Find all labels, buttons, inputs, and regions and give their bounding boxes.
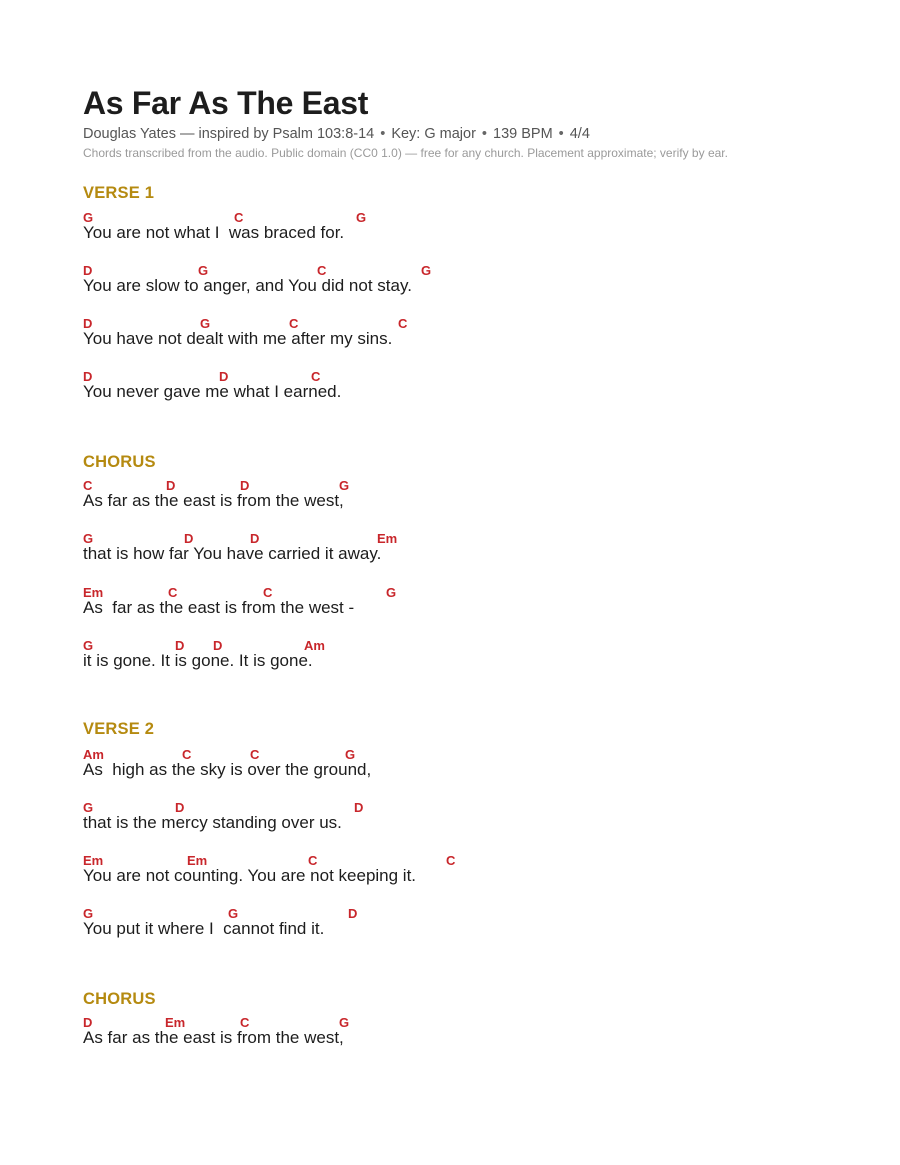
lyric-line bbox=[83, 747, 843, 793]
chord-label: Em bbox=[83, 853, 104, 868]
section-heading: VERSE 1 bbox=[83, 184, 155, 202]
chord-label: C bbox=[234, 210, 244, 225]
chord-label: D bbox=[175, 800, 185, 815]
lyric-line bbox=[83, 585, 843, 631]
chord-label: C bbox=[398, 316, 408, 331]
chord-label: Em bbox=[187, 853, 208, 868]
chord-label: D bbox=[250, 531, 260, 546]
chord-sheet bbox=[83, 0, 900, 1165]
meta-separator: • bbox=[380, 126, 386, 142]
lyric-text: As far as the east is from the west, bbox=[83, 1028, 344, 1047]
chord-label: Em bbox=[377, 531, 398, 546]
chord-label: C bbox=[182, 747, 192, 762]
lyric-line bbox=[83, 800, 843, 846]
chord-label: C bbox=[168, 585, 178, 600]
chord-label: D bbox=[219, 369, 229, 384]
chord-label: G bbox=[421, 263, 432, 278]
chord-label: Em bbox=[165, 1015, 186, 1030]
chord-label: G bbox=[83, 638, 94, 653]
chord-label: G bbox=[386, 585, 397, 600]
song-title: As Far As The East bbox=[83, 85, 369, 121]
lyric-line bbox=[83, 638, 843, 684]
chord-label: C bbox=[263, 585, 273, 600]
chord-label: Am bbox=[304, 638, 325, 653]
section-heading: VERSE 2 bbox=[83, 720, 155, 738]
song-tempo: 139 BPM bbox=[493, 126, 553, 142]
song-meta bbox=[83, 126, 590, 142]
chord-label: D bbox=[83, 369, 93, 384]
meta-separator: • bbox=[558, 126, 564, 142]
chord-label: D bbox=[240, 478, 250, 493]
chord-label: G bbox=[356, 210, 367, 225]
chord-label: Em bbox=[83, 585, 104, 600]
lyric-text: it is gone. It is gone. It is gone. bbox=[83, 651, 313, 670]
chord-label: G bbox=[83, 906, 94, 921]
chord-label: D bbox=[83, 1015, 93, 1030]
chord-label: C bbox=[250, 747, 260, 762]
meta-separator: • bbox=[481, 126, 487, 142]
chord-label: C bbox=[308, 853, 318, 868]
chord-label: C bbox=[446, 853, 456, 868]
chord-label: G bbox=[83, 210, 94, 225]
chord-label: G bbox=[339, 1015, 350, 1030]
lyric-text: that is how far You have carried it away. bbox=[83, 544, 382, 563]
lyric-text: You are not what I was braced for. bbox=[83, 223, 345, 242]
lyric-text: As far as the east is from the west - bbox=[83, 598, 355, 617]
chord-label: G bbox=[228, 906, 239, 921]
lyric-text: You have not dealt with me after my sins. bbox=[83, 329, 393, 348]
lyric-line bbox=[83, 210, 843, 256]
chord-label: C bbox=[83, 478, 93, 493]
chord-label: D bbox=[83, 316, 93, 331]
chord-label: G bbox=[83, 800, 94, 815]
lyric-text: that is the mercy standing over us. bbox=[83, 813, 342, 832]
song-time-signature: 4/4 bbox=[569, 126, 590, 142]
chord-label: C bbox=[311, 369, 321, 384]
chord-label: G bbox=[345, 747, 356, 762]
chord-label: D bbox=[83, 263, 93, 278]
section-heading: CHORUS bbox=[83, 990, 156, 1008]
lyric-line bbox=[83, 906, 843, 952]
lyric-text: You put it where I cannot find it. bbox=[83, 919, 325, 938]
lyric-text: You never gave me what I earned. bbox=[83, 382, 342, 401]
chord-label: D bbox=[175, 638, 185, 653]
lyric-line bbox=[83, 316, 843, 362]
chord-label: D bbox=[166, 478, 176, 493]
song-key: Key: G major bbox=[391, 126, 476, 142]
chord-label: C bbox=[289, 316, 299, 331]
lyric-line bbox=[83, 478, 843, 524]
lyric-text: You are not counting. You are not keeping it. bbox=[83, 866, 417, 885]
lyric-line bbox=[83, 263, 843, 309]
section-heading: CHORUS bbox=[83, 453, 156, 471]
lyric-line bbox=[83, 1015, 843, 1061]
chord-label: G bbox=[200, 316, 211, 331]
chord-label: G bbox=[83, 531, 94, 546]
chord-label: D bbox=[184, 531, 194, 546]
chord-label: D bbox=[348, 906, 358, 921]
chord-label: D bbox=[213, 638, 223, 653]
transcription-note: Chords transcribed from the audio. Public domain (CC0 1.0) — free for any church. Placement approximate; verify by ear. bbox=[83, 146, 728, 160]
chord-label: D bbox=[354, 800, 364, 815]
chord-label: C bbox=[240, 1015, 250, 1030]
lyric-text: As high as the sky is over the ground, bbox=[83, 760, 372, 779]
lyric-line bbox=[83, 369, 843, 415]
chord-label: G bbox=[339, 478, 350, 493]
lyric-line bbox=[83, 531, 843, 577]
lyric-text: You are slow to anger, and You did not stay. bbox=[83, 276, 412, 295]
song-author: Douglas Yates — inspired by Psalm 103:8-14 bbox=[83, 126, 375, 142]
chord-label: G bbox=[198, 263, 209, 278]
chord-label: C bbox=[317, 263, 327, 278]
chord-label: Am bbox=[83, 747, 104, 762]
lyric-text: As far as the east is from the west, bbox=[83, 491, 344, 510]
lyric-line bbox=[83, 853, 843, 899]
